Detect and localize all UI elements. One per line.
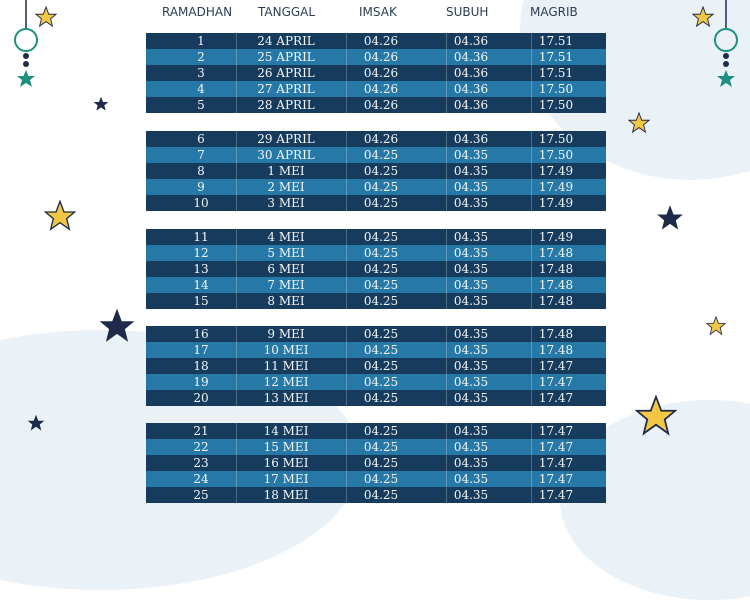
column-divider (346, 163, 347, 179)
magrib-time-cell: 17.47 (538, 456, 574, 470)
magrib-time-cell: 17.48 (538, 294, 574, 308)
column-divider (236, 163, 237, 179)
column-divider (346, 245, 347, 261)
subuh-time-cell: 04.35 (453, 456, 489, 470)
subuh-time-cell: 04.35 (453, 391, 489, 405)
column-divider (531, 97, 532, 113)
imsak-time-cell: 04.25 (363, 246, 399, 260)
column-divider (346, 487, 347, 503)
imsak-time-cell: 04.25 (363, 196, 399, 210)
subuh-time-cell: 04.35 (453, 180, 489, 194)
column-divider (531, 33, 532, 49)
column-divider (346, 195, 347, 211)
schedule-group (146, 326, 606, 406)
ramadhan-day-cell: 23 (193, 456, 209, 470)
column-divider (531, 163, 532, 179)
table-row (146, 326, 606, 342)
ramadhan-day-cell: 3 (197, 66, 205, 80)
table-row (146, 261, 606, 277)
column-divider (446, 179, 447, 195)
header-subuh: SUBUH (446, 5, 489, 19)
table-row (146, 229, 606, 245)
imsak-time-cell: 04.25 (363, 180, 399, 194)
table-row (146, 131, 606, 147)
imsak-time-cell: 04.25 (363, 164, 399, 178)
column-divider (531, 147, 532, 163)
column-divider (346, 179, 347, 195)
hanging-star-ornament-icon (710, 0, 744, 92)
table-row (146, 390, 606, 406)
column-divider (236, 195, 237, 211)
table-row (146, 487, 606, 503)
column-divider (236, 374, 237, 390)
column-divider (446, 65, 447, 81)
magrib-time-cell: 17.51 (538, 50, 574, 64)
imsak-time-cell: 04.26 (363, 132, 399, 146)
column-divider (446, 33, 447, 49)
column-divider (531, 277, 532, 293)
column-divider (346, 33, 347, 49)
column-divider (446, 163, 447, 179)
subuh-time-cell: 04.35 (453, 343, 489, 357)
subuh-time-cell: 04.35 (453, 375, 489, 389)
column-divider (236, 326, 237, 342)
header-tanggal: TANGGAL (258, 5, 316, 19)
column-divider (236, 487, 237, 503)
schedule-group (146, 423, 606, 503)
magrib-time-cell: 17.50 (538, 132, 574, 146)
magrib-time-cell: 17.48 (538, 343, 574, 357)
column-divider (236, 147, 237, 163)
ramadhan-day-cell: 8 (197, 164, 205, 178)
ramadhan-day-cell: 2 (197, 50, 205, 64)
column-divider (531, 49, 532, 65)
date-cell: 11 MEI (263, 359, 309, 373)
subuh-time-cell: 04.35 (453, 148, 489, 162)
column-divider (531, 65, 532, 81)
table-row (146, 358, 606, 374)
table-row (146, 374, 606, 390)
column-divider (346, 455, 347, 471)
magrib-time-cell: 17.47 (538, 488, 574, 502)
table-row (146, 293, 606, 309)
column-divider (446, 49, 447, 65)
column-divider (531, 326, 532, 342)
column-divider (236, 81, 237, 97)
imsak-time-cell: 04.25 (363, 472, 399, 486)
date-cell: 14 MEI (263, 424, 309, 438)
imsak-time-cell: 04.26 (363, 50, 399, 64)
subuh-time-cell: 04.35 (453, 327, 489, 341)
ramadhan-day-cell: 24 (193, 472, 209, 486)
column-divider (236, 179, 237, 195)
ramadhan-day-cell: 4 (197, 82, 205, 96)
magrib-time-cell: 17.47 (538, 472, 574, 486)
imsak-time-cell: 04.25 (363, 262, 399, 276)
column-divider (346, 97, 347, 113)
star-icon (635, 395, 677, 437)
ramadhan-day-cell: 15 (193, 294, 209, 308)
column-divider (531, 439, 532, 455)
ramadhan-day-cell: 9 (197, 180, 205, 194)
ramadhan-day-cell: 10 (193, 196, 209, 210)
column-divider (236, 455, 237, 471)
subuh-time-cell: 04.35 (453, 488, 489, 502)
ramadhan-day-cell: 20 (193, 391, 209, 405)
imsak-time-cell: 04.25 (363, 278, 399, 292)
ramadhan-day-cell: 21 (193, 424, 209, 438)
table-row (146, 81, 606, 97)
imsak-time-cell: 04.25 (363, 440, 399, 454)
column-divider (446, 358, 447, 374)
imsak-time-cell: 04.25 (363, 343, 399, 357)
column-divider (346, 439, 347, 455)
column-divider (531, 81, 532, 97)
column-divider (346, 49, 347, 65)
column-divider (236, 97, 237, 113)
column-divider (446, 390, 447, 406)
star-icon (35, 6, 57, 28)
column-divider (236, 131, 237, 147)
magrib-time-cell: 17.48 (538, 246, 574, 260)
magrib-time-cell: 17.51 (538, 34, 574, 48)
column-divider (446, 97, 447, 113)
date-cell: 2 MEI (267, 180, 305, 194)
subuh-time-cell: 04.36 (453, 82, 489, 96)
column-divider (446, 293, 447, 309)
magrib-time-cell: 17.48 (538, 262, 574, 276)
imsak-time-cell: 04.25 (363, 456, 399, 470)
magrib-time-cell: 17.49 (538, 164, 574, 178)
ramadhan-day-cell: 16 (193, 327, 209, 341)
subuh-time-cell: 04.36 (453, 50, 489, 64)
date-cell: 30 APRIL (257, 148, 315, 162)
ramadhan-day-cell: 5 (197, 98, 205, 112)
column-divider (346, 131, 347, 147)
table-row (146, 423, 606, 439)
column-divider (446, 487, 447, 503)
column-divider (236, 423, 237, 439)
column-divider (446, 261, 447, 277)
magrib-time-cell: 17.49 (538, 230, 574, 244)
imsak-time-cell: 04.25 (363, 327, 399, 341)
column-divider (446, 195, 447, 211)
star-icon (44, 200, 76, 232)
column-divider (346, 390, 347, 406)
date-cell: 24 APRIL (257, 34, 315, 48)
date-cell: 17 MEI (263, 472, 309, 486)
star-icon (93, 96, 109, 112)
column-divider (346, 471, 347, 487)
column-divider (531, 261, 532, 277)
column-divider (236, 390, 237, 406)
ramadhan-day-cell: 6 (197, 132, 205, 146)
column-divider (346, 374, 347, 390)
date-cell: 25 APRIL (257, 50, 315, 64)
subuh-time-cell: 04.36 (453, 98, 489, 112)
column-divider (446, 245, 447, 261)
column-divider (346, 147, 347, 163)
imsak-time-cell: 04.25 (363, 148, 399, 162)
column-divider (236, 49, 237, 65)
column-divider (236, 229, 237, 245)
column-divider (446, 471, 447, 487)
imsak-time-cell: 04.25 (363, 424, 399, 438)
column-divider (446, 342, 447, 358)
star-icon (706, 316, 726, 336)
imsak-time-cell: 04.25 (363, 359, 399, 373)
date-cell: 12 MEI (263, 375, 309, 389)
column-divider (236, 245, 237, 261)
magrib-time-cell: 17.49 (538, 180, 574, 194)
column-divider (446, 147, 447, 163)
table-row (146, 439, 606, 455)
imsak-time-cell: 04.26 (363, 82, 399, 96)
table-row (146, 179, 606, 195)
ramadhan-day-cell: 7 (197, 148, 205, 162)
date-cell: 9 MEI (267, 327, 305, 341)
schedule-group (146, 131, 606, 211)
column-divider (236, 471, 237, 487)
ramadhan-day-cell: 1 (197, 34, 205, 48)
ramadhan-day-cell: 25 (193, 488, 209, 502)
column-divider (446, 439, 447, 455)
date-cell: 29 APRIL (257, 132, 315, 146)
ramadhan-day-cell: 19 (193, 375, 209, 389)
magrib-time-cell: 17.49 (538, 196, 574, 210)
magrib-time-cell: 17.51 (538, 66, 574, 80)
subuh-time-cell: 04.35 (453, 230, 489, 244)
table-row (146, 455, 606, 471)
column-divider (531, 487, 532, 503)
magrib-time-cell: 17.50 (538, 98, 574, 112)
subuh-time-cell: 04.35 (453, 424, 489, 438)
date-cell: 3 MEI (267, 196, 305, 210)
table-row (146, 147, 606, 163)
column-divider (346, 342, 347, 358)
column-divider (531, 390, 532, 406)
column-divider (236, 277, 237, 293)
imsak-time-cell: 04.25 (363, 488, 399, 502)
imsak-time-cell: 04.25 (363, 391, 399, 405)
star-icon (692, 6, 714, 28)
column-divider (531, 229, 532, 245)
column-divider (446, 277, 447, 293)
column-divider (531, 374, 532, 390)
column-divider (236, 65, 237, 81)
date-cell: 13 MEI (263, 391, 309, 405)
column-divider (236, 33, 237, 49)
ramadhan-day-cell: 13 (193, 262, 209, 276)
table-row (146, 65, 606, 81)
column-divider (446, 229, 447, 245)
column-divider (531, 293, 532, 309)
ramadhan-day-cell: 11 (193, 230, 209, 244)
subuh-time-cell: 04.35 (453, 196, 489, 210)
header-ramadhan: RAMADHAN (162, 5, 233, 19)
date-cell: 26 APRIL (257, 66, 315, 80)
magrib-time-cell: 17.47 (538, 391, 574, 405)
star-icon (628, 112, 650, 134)
column-divider (236, 293, 237, 309)
ramadhan-day-cell: 22 (193, 440, 209, 454)
ramadhan-day-cell: 14 (193, 278, 209, 292)
table-row (146, 245, 606, 261)
column-divider (531, 342, 532, 358)
magrib-time-cell: 17.47 (538, 424, 574, 438)
column-divider (446, 455, 447, 471)
date-cell: 4 MEI (267, 230, 305, 244)
schedule-group (146, 33, 606, 113)
star-icon (98, 307, 136, 345)
date-cell: 1 MEI (267, 164, 305, 178)
date-cell: 7 MEI (267, 278, 305, 292)
column-divider (531, 179, 532, 195)
date-cell: 10 MEI (263, 343, 309, 357)
table-row (146, 97, 606, 113)
column-divider (531, 423, 532, 439)
column-divider (236, 358, 237, 374)
table-row (146, 277, 606, 293)
column-divider (531, 471, 532, 487)
column-divider (346, 229, 347, 245)
subuh-time-cell: 04.36 (453, 66, 489, 80)
column-divider (346, 293, 347, 309)
ramadhan-day-cell: 18 (193, 359, 209, 373)
column-divider (446, 81, 447, 97)
column-divider (346, 326, 347, 342)
table-header (145, 5, 607, 21)
magrib-time-cell: 17.50 (538, 82, 574, 96)
star-icon (27, 414, 45, 432)
column-divider (446, 131, 447, 147)
imsak-time-cell: 04.25 (363, 294, 399, 308)
star-icon (656, 204, 684, 232)
column-divider (346, 423, 347, 439)
column-divider (446, 423, 447, 439)
date-cell: 15 MEI (263, 440, 309, 454)
table-row (146, 33, 606, 49)
column-divider (531, 131, 532, 147)
column-divider (531, 358, 532, 374)
column-divider (346, 277, 347, 293)
column-divider (346, 358, 347, 374)
subuh-time-cell: 04.35 (453, 440, 489, 454)
subuh-time-cell: 04.35 (453, 472, 489, 486)
column-divider (346, 65, 347, 81)
imsak-time-cell: 04.25 (363, 375, 399, 389)
subuh-time-cell: 04.35 (453, 164, 489, 178)
column-divider (531, 195, 532, 211)
date-cell: 27 APRIL (257, 82, 315, 96)
date-cell: 28 APRIL (257, 98, 315, 112)
schedule-group (146, 229, 606, 309)
table-row (146, 342, 606, 358)
column-divider (236, 439, 237, 455)
subuh-time-cell: 04.35 (453, 359, 489, 373)
column-divider (346, 81, 347, 97)
column-divider (236, 342, 237, 358)
date-cell: 16 MEI (263, 456, 309, 470)
magrib-time-cell: 17.47 (538, 440, 574, 454)
table-row (146, 195, 606, 211)
date-cell: 18 MEI (263, 488, 309, 502)
subuh-time-cell: 04.35 (453, 262, 489, 276)
header-imsak: IMSAK (359, 5, 397, 19)
date-cell: 8 MEI (267, 294, 305, 308)
ramadhan-day-cell: 17 (193, 343, 209, 357)
ramadhan-day-cell: 12 (193, 246, 209, 260)
imsak-time-cell: 04.26 (363, 34, 399, 48)
subuh-time-cell: 04.36 (453, 132, 489, 146)
column-divider (531, 455, 532, 471)
magrib-time-cell: 17.47 (538, 359, 574, 373)
subuh-time-cell: 04.35 (453, 278, 489, 292)
imsak-time-cell: 04.25 (363, 230, 399, 244)
subuh-time-cell: 04.35 (453, 246, 489, 260)
table-row (146, 49, 606, 65)
table-row (146, 163, 606, 179)
imsak-time-cell: 04.26 (363, 66, 399, 80)
table-row (146, 471, 606, 487)
column-divider (236, 261, 237, 277)
magrib-time-cell: 17.50 (538, 148, 574, 162)
column-divider (531, 245, 532, 261)
column-divider (446, 374, 447, 390)
subuh-time-cell: 04.36 (453, 34, 489, 48)
magrib-time-cell: 17.48 (538, 327, 574, 341)
magrib-time-cell: 17.47 (538, 375, 574, 389)
date-cell: 5 MEI (267, 246, 305, 260)
column-divider (346, 261, 347, 277)
header-magrib: MAGRIB (530, 5, 578, 19)
subuh-time-cell: 04.35 (453, 294, 489, 308)
date-cell: 6 MEI (267, 262, 305, 276)
magrib-time-cell: 17.48 (538, 278, 574, 292)
imsak-time-cell: 04.26 (363, 98, 399, 112)
column-divider (446, 326, 447, 342)
